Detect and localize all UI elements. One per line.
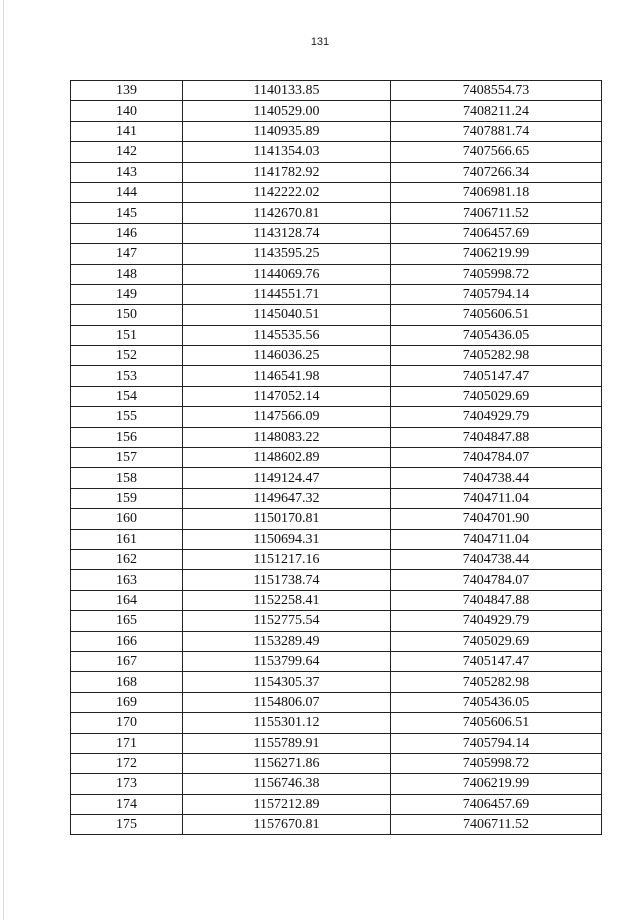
table-row [71,325,602,345]
point-number-cell: 139 [71,81,183,101]
table-row [71,733,602,753]
table-row [71,142,602,162]
x-coordinate-cell: 1146036.25 [183,346,391,366]
y-coordinate-cell: 7405998.72 [391,264,602,284]
point-number-cell: 171 [71,733,183,753]
point-number-cell: 175 [71,815,183,835]
y-coordinate-cell: 7407881.74 [391,121,602,141]
point-number-cell: 152 [71,346,183,366]
x-coordinate-cell: 1140529.00 [183,101,391,121]
table-row [71,488,602,508]
table-row [71,346,602,366]
x-coordinate-cell: 1154305.37 [183,672,391,692]
y-coordinate-cell: 7405282.98 [391,672,602,692]
y-coordinate-cell: 7404738.44 [391,468,602,488]
table-row [71,305,602,325]
x-coordinate-cell: 1153289.49 [183,631,391,651]
table-row [71,611,602,631]
point-number-cell: 156 [71,427,183,447]
point-number-cell: 173 [71,774,183,794]
y-coordinate-cell: 7404738.44 [391,549,602,569]
x-coordinate-cell: 1142222.02 [183,182,391,202]
table-row [71,672,602,692]
table-row [71,713,602,733]
x-coordinate-cell: 1144551.71 [183,284,391,304]
x-coordinate-cell: 1143595.25 [183,244,391,264]
table-row [71,182,602,202]
y-coordinate-cell: 7407266.34 [391,162,602,182]
y-coordinate-cell: 7406457.69 [391,794,602,814]
table-row [71,692,602,712]
y-coordinate-cell: 7405794.14 [391,733,602,753]
point-number-cell: 148 [71,264,183,284]
point-number-cell: 147 [71,244,183,264]
point-number-cell: 172 [71,753,183,773]
table-row [71,448,602,468]
table-row [71,794,602,814]
page-number: 131 [310,36,330,48]
y-coordinate-cell: 7405029.69 [391,386,602,406]
point-number-cell: 145 [71,203,183,223]
x-coordinate-cell: 1146541.98 [183,366,391,386]
x-coordinate-cell: 1156271.86 [183,753,391,773]
table-row [71,203,602,223]
y-coordinate-cell: 7406981.18 [391,182,602,202]
table-row [71,509,602,529]
table-row [71,407,602,427]
y-coordinate-cell: 7408554.73 [391,81,602,101]
point-number-cell: 150 [71,305,183,325]
x-coordinate-cell: 1154806.07 [183,692,391,712]
y-coordinate-cell: 7405794.14 [391,284,602,304]
x-coordinate-cell: 1148602.89 [183,448,391,468]
y-coordinate-cell: 7405606.51 [391,713,602,733]
point-number-cell: 158 [71,468,183,488]
table-row [71,244,602,264]
x-coordinate-cell: 1142670.81 [183,203,391,223]
point-number-cell: 165 [71,611,183,631]
x-coordinate-cell: 1145535.56 [183,325,391,345]
point-number-cell: 160 [71,509,183,529]
table-row [71,121,602,141]
y-coordinate-cell: 7405436.05 [391,692,602,712]
coordinates-table-body [71,81,602,835]
point-number-cell: 159 [71,488,183,508]
table-row [71,427,602,447]
x-coordinate-cell: 1148083.22 [183,427,391,447]
point-number-cell: 161 [71,529,183,549]
x-coordinate-cell: 1147052.14 [183,386,391,406]
scan-edge-line [3,0,4,920]
x-coordinate-cell: 1145040.51 [183,305,391,325]
x-coordinate-cell: 1150170.81 [183,509,391,529]
y-coordinate-cell: 7404711.04 [391,529,602,549]
point-number-cell: 142 [71,142,183,162]
x-coordinate-cell: 1153799.64 [183,651,391,671]
y-coordinate-cell: 7404929.79 [391,611,602,631]
x-coordinate-cell: 1151738.74 [183,570,391,590]
point-number-cell: 162 [71,549,183,569]
y-coordinate-cell: 7404929.79 [391,407,602,427]
y-coordinate-cell: 7405606.51 [391,305,602,325]
y-coordinate-cell: 7406711.52 [391,203,602,223]
point-number-cell: 149 [71,284,183,304]
point-number-cell: 169 [71,692,183,712]
point-number-cell: 174 [71,794,183,814]
y-coordinate-cell: 7406219.99 [391,774,602,794]
table-row [71,386,602,406]
point-number-cell: 157 [71,448,183,468]
x-coordinate-cell: 1147566.09 [183,407,391,427]
table-row [71,631,602,651]
table-row [71,162,602,182]
point-number-cell: 143 [71,162,183,182]
y-coordinate-cell: 7405147.47 [391,651,602,671]
table-row [71,529,602,549]
point-number-cell: 155 [71,407,183,427]
coordinates-table [70,80,602,835]
x-coordinate-cell: 1152775.54 [183,611,391,631]
y-coordinate-cell: 7406219.99 [391,244,602,264]
x-coordinate-cell: 1150694.31 [183,529,391,549]
table-row [71,81,602,101]
table-row [71,590,602,610]
y-coordinate-cell: 7404847.88 [391,590,602,610]
x-coordinate-cell: 1149124.47 [183,468,391,488]
point-number-cell: 166 [71,631,183,651]
table-row [71,101,602,121]
y-coordinate-cell: 7404784.07 [391,570,602,590]
point-number-cell: 163 [71,570,183,590]
y-coordinate-cell: 7405147.47 [391,366,602,386]
y-coordinate-cell: 7405436.05 [391,325,602,345]
y-coordinate-cell: 7404711.04 [391,488,602,508]
point-number-cell: 154 [71,386,183,406]
y-coordinate-cell: 7404784.07 [391,448,602,468]
x-coordinate-cell: 1141782.92 [183,162,391,182]
x-coordinate-cell: 1143128.74 [183,223,391,243]
y-coordinate-cell: 7404701.90 [391,509,602,529]
point-number-cell: 140 [71,101,183,121]
point-number-cell: 151 [71,325,183,345]
table-row [71,284,602,304]
x-coordinate-cell: 1157670.81 [183,815,391,835]
x-coordinate-cell: 1141354.03 [183,142,391,162]
x-coordinate-cell: 1140935.89 [183,121,391,141]
table-row [71,570,602,590]
point-number-cell: 170 [71,713,183,733]
y-coordinate-cell: 7405282.98 [391,346,602,366]
x-coordinate-cell: 1151217.16 [183,549,391,569]
point-number-cell: 141 [71,121,183,141]
y-coordinate-cell: 7407566.65 [391,142,602,162]
point-number-cell: 168 [71,672,183,692]
point-number-cell: 153 [71,366,183,386]
y-coordinate-cell: 7405029.69 [391,631,602,651]
x-coordinate-cell: 1155301.12 [183,713,391,733]
y-coordinate-cell: 7406457.69 [391,223,602,243]
y-coordinate-cell: 7406711.52 [391,815,602,835]
x-coordinate-cell: 1144069.76 [183,264,391,284]
x-coordinate-cell: 1156746.38 [183,774,391,794]
y-coordinate-cell: 7408211.24 [391,101,602,121]
x-coordinate-cell: 1140133.85 [183,81,391,101]
table-row [71,549,602,569]
table-row [71,651,602,671]
x-coordinate-cell: 1149647.32 [183,488,391,508]
point-number-cell: 144 [71,182,183,202]
table-row [71,264,602,284]
coordinates-table-container [70,80,601,835]
table-row [71,774,602,794]
point-number-cell: 164 [71,590,183,610]
table-row [71,468,602,488]
point-number-cell: 167 [71,651,183,671]
table-row [71,366,602,386]
table-row [71,753,602,773]
y-coordinate-cell: 7404847.88 [391,427,602,447]
x-coordinate-cell: 1152258.41 [183,590,391,610]
y-coordinate-cell: 7405998.72 [391,753,602,773]
x-coordinate-cell: 1157212.89 [183,794,391,814]
x-coordinate-cell: 1155789.91 [183,733,391,753]
table-row [71,223,602,243]
table-row [71,815,602,835]
point-number-cell: 146 [71,223,183,243]
